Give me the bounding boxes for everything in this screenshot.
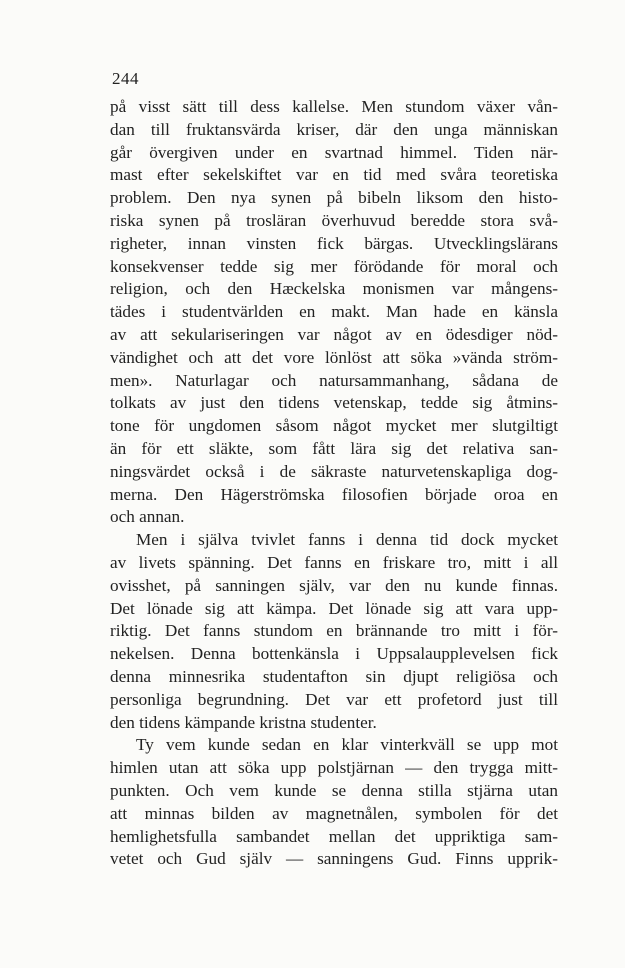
text-line: tädes i studentvärlden en makt. Man hade en känsla (110, 302, 558, 322)
text-line: och annan. (110, 507, 185, 527)
text-line: tolkats av just den tidens vetenskap, tedde sig åtmins- (110, 393, 558, 413)
text-line: punkten. Och vem kunde se denna stilla stjärna utan (110, 780, 558, 800)
body-text (110, 96, 558, 871)
text-line: riktig. Det fanns stundom en brännande tro mitt i för- (110, 621, 558, 641)
text-line: men». Naturlagar och natursammanhang, sådana de (110, 370, 558, 390)
paragraph (110, 529, 558, 734)
text-line: nekelsen. Denna bottenkänsla i Uppsalaupplevelsen fick (110, 644, 558, 664)
text-line: dan till fruktansvärda kriser, där den unga människan (110, 119, 558, 139)
text-line: Det lönade sig att kämpa. Det lönade sig att vara upp- (110, 598, 558, 618)
text-line: riska synen på trosläran överhuvud beredde stora svå- (110, 210, 558, 230)
text-line: denna minnesrika studentafton sin djupt religiösa och (110, 666, 558, 686)
text-line: av att sekulariseringen var något av en ödesdiger nöd- (110, 324, 558, 344)
text-line: religion, och den Hæckelska monismen var mångens- (110, 279, 558, 299)
text-line: den tidens kämpande kristna studenter. (110, 712, 377, 732)
text-line: Ty vem kunde sedan en klar vinterkväll se upp mot (136, 735, 558, 755)
text-line: än för ett släkte, som fått lära sig det relativa san- (110, 438, 558, 458)
page-number: 244 (112, 69, 139, 88)
text-line: mast efter sekelskiftet var en tid med svåra teoretiska (110, 165, 558, 185)
text-line: att minnas bilden av magnetnålen, symbolen för det (110, 803, 558, 823)
text-line: righeter, innan vinsten fick bärgas. Utvecklingslärans (110, 233, 558, 253)
text-line: hemlighetsfulla sambandet mellan det uppriktiga sam- (110, 826, 558, 846)
text-line: himlen utan att söka upp polstjärnan — den trygga mitt- (110, 758, 558, 778)
text-line: vändighet och att det vore lönlöst att söka »vända ström- (110, 347, 558, 367)
text-line: merna. Den Hägerströmska filosofien började oroa en (110, 484, 558, 504)
paragraph (110, 96, 558, 529)
text-line: vetet och Gud själv — sanningens Gud. Finns upprik- (110, 849, 558, 869)
text-line: tone för ungdomen såsom något mycket mer slutgiltigt (110, 416, 558, 436)
text-line: problem. Den nya synen på bibeln liksom den histo- (110, 188, 558, 208)
text-line: går övergiven under en svartnad himmel. Tiden när- (110, 142, 558, 162)
text-line: ningsvärdet också i de säkraste naturvetenskapliga dog- (110, 461, 558, 481)
text-line: konsekvenser tedde sig mer förödande för moral och (110, 256, 558, 276)
text-line: Men i själva tvivlet fanns i denna tid dock mycket (136, 530, 558, 550)
text-line: på visst sätt till dess kallelse. Men stundom växer vån- (110, 97, 558, 116)
text-line: personliga begrundning. Det var ett profetord just till (110, 689, 558, 709)
text-line: ovisshet, på sanningen själv, var den nu kunde finnas. (110, 575, 558, 595)
text-line: av livets spänning. Det fanns en friskare tro, mitt i all (110, 552, 558, 572)
paragraph (110, 734, 558, 871)
